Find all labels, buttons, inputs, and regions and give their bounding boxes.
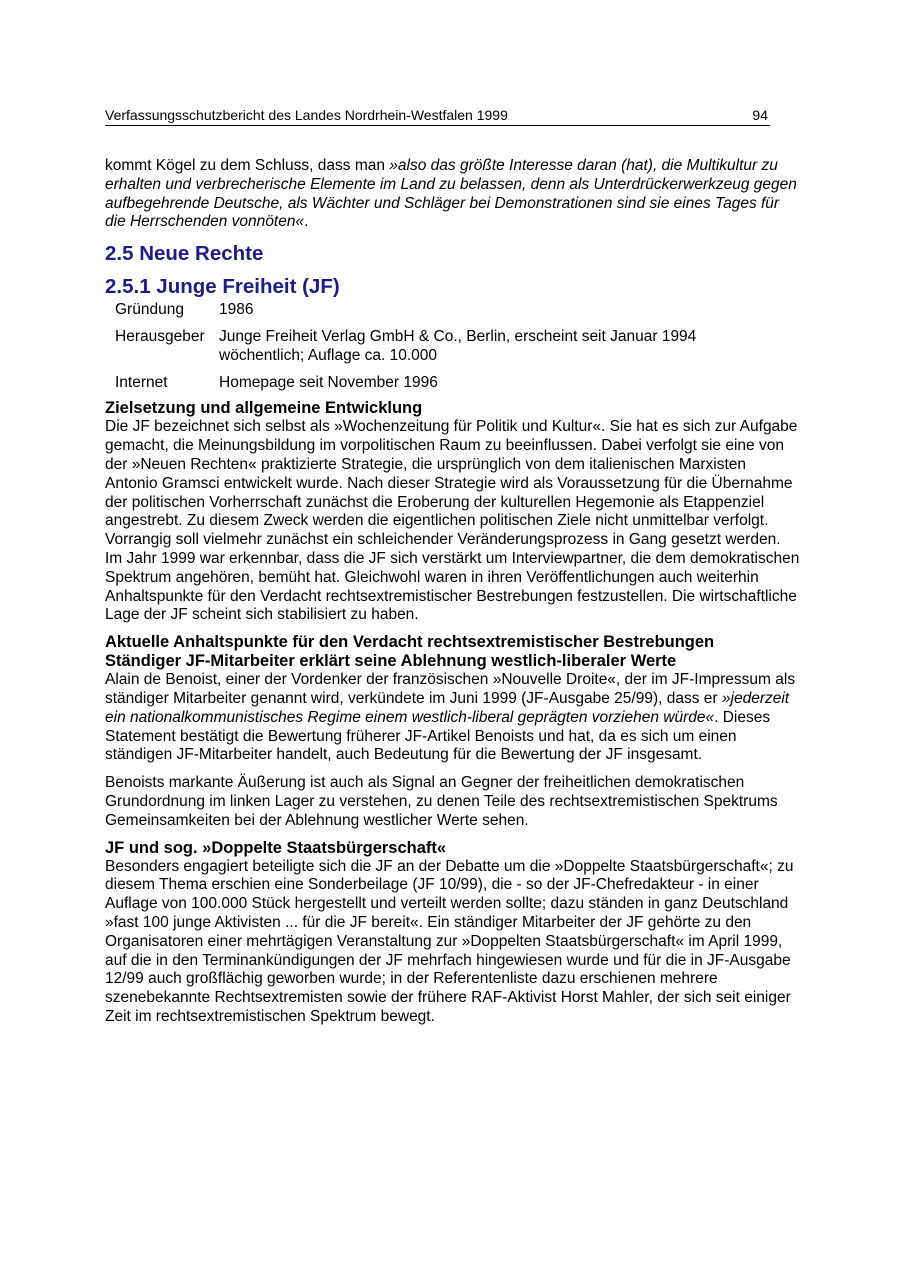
current-paragraph-1 <box>105 671 800 765</box>
intro-text: kommt Kögel zu dem Schluss, dass man <box>105 157 390 174</box>
intro-end: . <box>304 213 309 231</box>
header-title: Verfassungsschutzbericht des Landes Nordrhein-Westfalen 1999 <box>105 107 508 123</box>
page-header <box>105 106 770 126</box>
goals-paragraph: Die JF bezeichnet sich selbst als »Wochenzeitung für Politik und Kultur«. Sie hat es sich zur Aufgabe gemacht, die Meinungsbildung im vorpolitischen Raum zu beeinflussen. Dabei verfolgt sie eine von der »Neuen Rechten« praktizierte Strategie, die ursprünglich von dem italienischen Marxisten Antonio Gramsci entwickelt wurde. Nach dieser Strategie wird als Voraussetzung für die Übernahme der politischen Vorherrschaft zunächst die Eroberung der kulturellen Hegemonie als Etappenziel angestrebt. Zu diesem Zweck werden die eigentlichen politischen Ziele nicht unmittelbar verfolgt. Vorrangig soll vielmehr zunächst ein schleichender Veränderungsprozess in Gang gesetzt werden. Im Jahr 1999 war erkennbar, dass die JF sich verstärkt um Interviewpartner, die dem demokratischen Spektrum angehören, bemüht hat. Gleichwohl waren in ihren Veröffentlichungen auch weiterhin Anhaltspunkte für den Verdacht rechtsextremistischer Bestrebungen festzustellen. Die wirtschaftliche Lage der JF scheint sich stabilisiert zu haben. <box>105 418 800 624</box>
current-subheading: Ständiger JF-Mitarbeiter erklärt seine Ablehnung westlich-liberaler Werte <box>105 652 677 671</box>
page-content <box>105 157 800 1027</box>
publisher-label: Herausgeber <box>115 327 205 345</box>
current-heading: Aktuelle Anhaltspunkte für den Verdacht rechtsextremistischer Bestrebungen <box>105 633 715 652</box>
dual-heading: JF und sog. »Doppelte Staatsbürgerschaft« <box>105 838 447 857</box>
publisher-value: Junge Freiheit Verlag GmbH & Co., Berlin, erscheint seit Januar 1994 wöchentlich; Auflage ca. 10.000 <box>219 327 697 364</box>
intro-paragraph <box>105 157 800 232</box>
info-table <box>115 301 755 392</box>
info-row-internet <box>115 374 755 393</box>
founding-label: Gründung <box>115 301 184 319</box>
goals-heading: Zielsetzung und allgemeine Entwicklung <box>105 399 423 418</box>
info-row-founding <box>115 301 755 320</box>
info-row-publisher <box>115 328 755 366</box>
page-number: 94 <box>752 107 768 123</box>
internet-value: Homepage seit November 1996 <box>219 373 438 391</box>
section-title: 2.5 Neue Rechte <box>105 242 264 266</box>
intro-quote: »also das größte Interesse daran (hat), die Multikultur zu erhalten und verbrecherische Elemente im Land zu belassen, denn als Unterdrückerwerkzeug gegen aufbegehrende Deutsche, als Wächter und Schläger bei Demonstrationen sind sie eines Tages für die Herrschenden vonnöten« <box>105 157 797 231</box>
current-p1-start: Alain de Benoist, einer der Vordenker der französischen »Nouvelle Droite«, der im JF-Impressum als ständiger Mitarbeiter genannt wird, verkündete im Juni 1999 (JF-Ausgabe 25/99), dass er <box>105 671 796 707</box>
internet-label: Internet <box>115 373 168 391</box>
founding-value: 1986 <box>219 301 254 319</box>
current-p1-quote: »jederzeit ein nationalkommunistisches Regime einem westlich-liberal geprägten vorziehen würde« <box>105 689 790 726</box>
current-paragraph-2: Benoists markante Äußerung ist auch als Signal an Gegner der freiheitlichen demokratischen Grundordnung im linken Lager zu verstehen, zu denen Teile des rechtsextremistischen Spektrums Gemeinsamkeiten bei der Ablehnung westlicher Werte sehen. <box>105 774 778 829</box>
current-p1-end: . Dieses Statement bestätigt die Bewertung früherer JF-Artikel Benoists und hat, da es sich um einen ständigen JF-Mitarbeiter handelt, auch Bedeutung für die Bewertung der JF insgesamt. <box>105 708 771 764</box>
subsection-title: 2.5.1 Junge Freiheit (JF) <box>105 275 340 299</box>
dual-paragraph: Besonders engagiert beteiligte sich die JF an der Debatte um die »Doppelte Staatsbürgerschaft«; zu diesem Thema erschien eine Sonderbeilage (JF 10/99), die - so der JF-Chefredakteur - in einer Auflage von 100.000 Stück hergestellt und verteilt werden sollte; dazu ständen in ganz Deutschland »fast 100 junge Aktivisten ... für die JF bereit«. Ein ständiger Mitarbeiter der JF gehörte zu den Organisatoren einer mehrtägigen Veranstaltung zur »Doppelten Staatsbürgerschaft« im April 1999, auf die in den Terminankündigungen der JF mehrfach hingewiesen wurde und für die in JF-Ausgabe 12/99 auch großflächig geworben wurde; in der Referentenliste dazu erschienen mehrere szenebekannte Rechtsextremisten sowie der frühere RAF-Aktivist Horst Mahler, der sich seit einiger Zeit im rechtsextremistischen Spektrum bewegt. <box>105 857 794 1025</box>
